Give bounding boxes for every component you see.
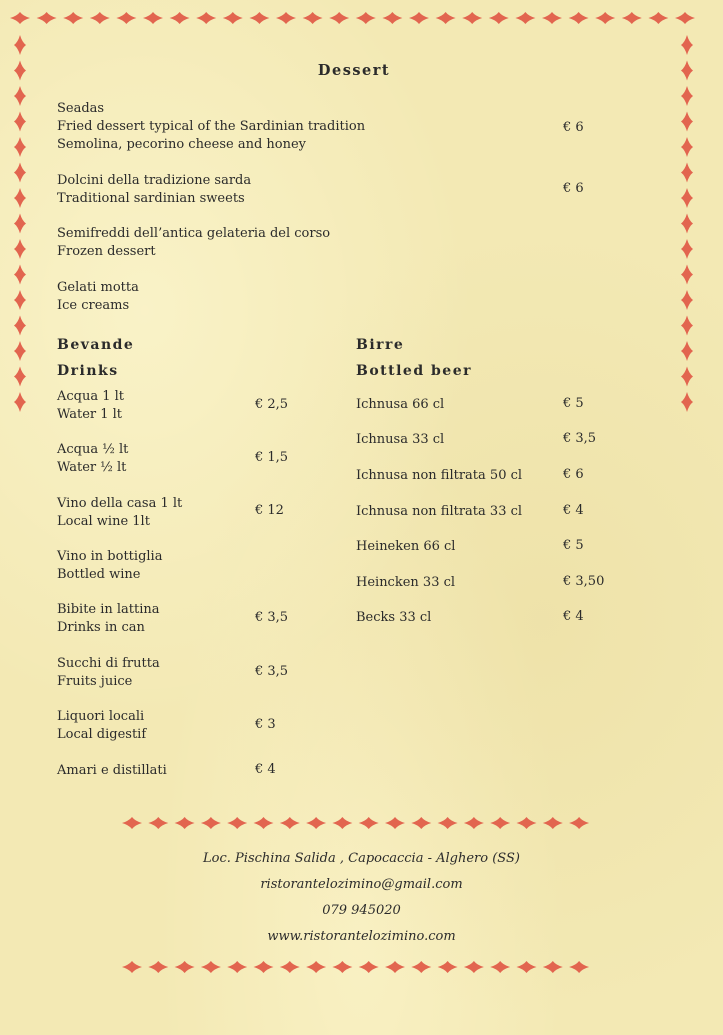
dessert-item [57,225,330,261]
border-diamond-top [249,12,269,24]
dessert-item-description: Ice creams [57,298,130,313]
drink-item-name: Liquori locali [57,709,145,724]
beer-item-name: Ichnusa 66 cl [356,397,445,412]
drink-item-price: € 2,5 [255,397,289,412]
drink-item [57,548,162,584]
beer-item-price: € 5 [563,396,584,411]
border-diamond-top [489,12,509,24]
border-diamond-top [436,12,456,24]
separator-diamond-lower [122,961,142,973]
separator-diamond-upper [359,817,379,829]
drink-item-translation: Water ½ lt [57,460,127,475]
separator-diamond-lower [227,961,247,973]
drink-item-name: Bibite in lattina [57,602,160,617]
drink-item-price: € 3,5 [255,610,289,625]
border-diamond-right [681,112,693,132]
separator-diamond-lower [306,961,326,973]
border-diamond-top [37,12,57,24]
drink-item-price: € 4 [255,762,276,777]
border-diamond-left [14,290,26,310]
drink-item [57,762,167,780]
border-diamond-top [116,12,136,24]
border-diamond-left [14,367,26,387]
footer-email[interactable]: ristorantelozimino@gmail.com [260,877,463,892]
border-diamond-right [681,137,693,157]
dessert-item-name: Seadas [57,101,105,116]
separator-diamond-upper [148,817,168,829]
beer-item-name: Heineken 66 cl [356,539,456,554]
drink-item-translation: Local wine 1lt [57,514,150,529]
separator-diamond-upper [569,817,589,829]
drink-item-translation: Fruits juice [57,674,133,689]
border-diamond-left [14,265,26,285]
drink-item-translation: Water 1 lt [57,407,123,422]
border-diamond-right [681,214,693,234]
border-diamond-top [675,12,695,24]
separator-diamond-lower [438,961,458,973]
border-diamond-top [10,12,30,24]
border-diamond-right [681,188,693,208]
border-diamond-left [14,341,26,361]
separator-diamond-lower [464,961,484,973]
border-diamond-right [681,239,693,259]
border-diamond-left [14,188,26,208]
beer-item-price: € 4 [563,609,584,624]
separator-diamond-lower [385,961,405,973]
drink-item-name: Acqua ½ lt [57,442,129,457]
dessert-item [57,100,365,154]
beer-item-price: € 3,50 [563,574,605,589]
separator-diamond-upper [490,817,510,829]
border-diamond-right [681,367,693,387]
beer-item-price: € 6 [563,467,584,482]
separator-diamond-lower [254,961,274,973]
dessert-item-description: Fried dessert typical of the Sardinian tradition [57,119,366,134]
drink-item [57,708,146,744]
drink-item [57,495,182,531]
dessert-item-name: Dolcini della tradizione sarda [57,173,252,188]
border-diamond-top [409,12,429,24]
separator-diamond-upper [122,817,142,829]
dessert-item-name: Semifreddi dell’antica gelateria del corso [57,226,331,241]
beers-subheading: Bottled beer [356,363,472,379]
border-diamond-top [648,12,668,24]
footer-address: Loc. Pischina Salida , Capocaccia - Alghero (SS) [203,851,520,866]
border-diamond-left [14,316,26,336]
dessert-item-name: Gelati motta [57,280,139,295]
beer-item-name: Ichnusa non filtrata 33 cl [356,504,523,519]
border-diamond-right [681,163,693,183]
border-diamond-top [303,12,323,24]
border-diamond-left [14,392,26,412]
border-diamond-right [681,35,693,55]
border-diamond-top [143,12,163,24]
separator-diamond-lower [411,961,431,973]
beer-item-name: Ichnusa non filtrata 50 cl [356,468,523,483]
separator-diamond-upper [306,817,326,829]
drink-item-price: € 3,5 [255,664,289,679]
separator-diamond-upper [332,817,352,829]
separator-diamond-lower [201,961,221,973]
drink-item [57,388,124,424]
dessert-item-description: Traditional sardinian sweets [57,191,245,206]
beer-item-name: Ichnusa 33 cl [356,432,445,447]
border-diamond-right [681,341,693,361]
separator-diamond-upper [280,817,300,829]
beer-item-name: Becks 33 cl [356,610,432,625]
border-diamond-top [382,12,402,24]
border-diamond-left [14,214,26,234]
border-diamond-top [542,12,562,24]
drink-item-name: Vino in bottiglia [57,549,163,564]
dessert-heading: Dessert [317,62,391,79]
dessert-item-description: Semolina, pecorino cheese and honey [57,137,307,152]
border-diamond-right [681,392,693,412]
dessert-item-price: € 6 [563,120,584,135]
drinks-heading: Bevande [57,337,135,353]
border-diamond-top [622,12,642,24]
separator-diamond-upper [411,817,431,829]
drink-item [57,601,160,637]
separator-diamond-lower [280,961,300,973]
border-diamond-top [329,12,349,24]
separator-diamond-upper [385,817,405,829]
border-diamond-top [223,12,243,24]
border-diamond-right [681,290,693,310]
footer-website[interactable]: www.ristorantelozimino.com [267,929,456,944]
drink-item-name: Vino della casa 1 lt [57,496,183,511]
dessert-item-price: € 6 [563,181,584,196]
border-diamond-right [681,86,693,106]
beer-item-name: Heincken 33 cl [356,575,456,590]
separator-diamond-upper [227,817,247,829]
beer-item-price: € 3,5 [563,431,597,446]
drink-item-name: Acqua 1 lt [57,389,125,404]
dessert-item [57,172,251,208]
separator-diamond-lower [359,961,379,973]
footer-phone[interactable]: 079 945020 [322,903,401,918]
border-diamond-top [569,12,589,24]
drink-item-price: € 1,5 [255,450,289,465]
border-diamond-top [196,12,216,24]
drink-item-translation: Drinks in can [57,620,145,635]
beer-item-price: € 4 [563,503,584,518]
border-diamond-top [595,12,615,24]
separator-diamond-upper [254,817,274,829]
border-diamond-left [14,112,26,132]
beer-item-price: € 5 [563,538,584,553]
border-diamond-left [14,239,26,259]
separator-diamond-upper [201,817,221,829]
border-diamond-top [90,12,110,24]
separator-diamond-lower [175,961,195,973]
border-diamond-right [681,265,693,285]
separator-diamond-upper [543,817,563,829]
border-diamond-top [170,12,190,24]
border-diamond-top [462,12,482,24]
drinks-subheading: Drinks [57,363,119,379]
drink-item-price: € 12 [255,503,284,518]
separator-diamond-upper [438,817,458,829]
separator-diamond-lower [148,961,168,973]
border-diamond-top [515,12,535,24]
border-diamond-top [63,12,83,24]
separator-diamond-lower [569,961,589,973]
drink-item [57,441,128,477]
separator-diamond-lower [517,961,537,973]
border-diamond-left [14,35,26,55]
drink-item [57,655,160,691]
border-diamond-left [14,86,26,106]
separator-diamond-lower [543,961,563,973]
separator-diamond-upper [464,817,484,829]
dessert-item [57,279,139,315]
border-diamond-left [14,163,26,183]
separator-diamond-upper [175,817,195,829]
dessert-item-description: Frozen dessert [57,244,156,259]
separator-diamond-upper [517,817,537,829]
separator-diamond-lower [490,961,510,973]
separator-diamond-lower [332,961,352,973]
drink-item-price: € 3 [255,717,276,732]
drink-item-translation: Local digestif [57,727,147,742]
border-diamond-left [14,137,26,157]
beers-heading: Birre [356,337,405,353]
border-diamond-top [276,12,296,24]
drink-item-name: Amari e distillati [57,763,167,778]
border-diamond-right [681,316,693,336]
border-diamond-top [356,12,376,24]
drink-item-name: Succhi di frutta [57,656,160,671]
drink-item-translation: Bottled wine [57,567,141,582]
